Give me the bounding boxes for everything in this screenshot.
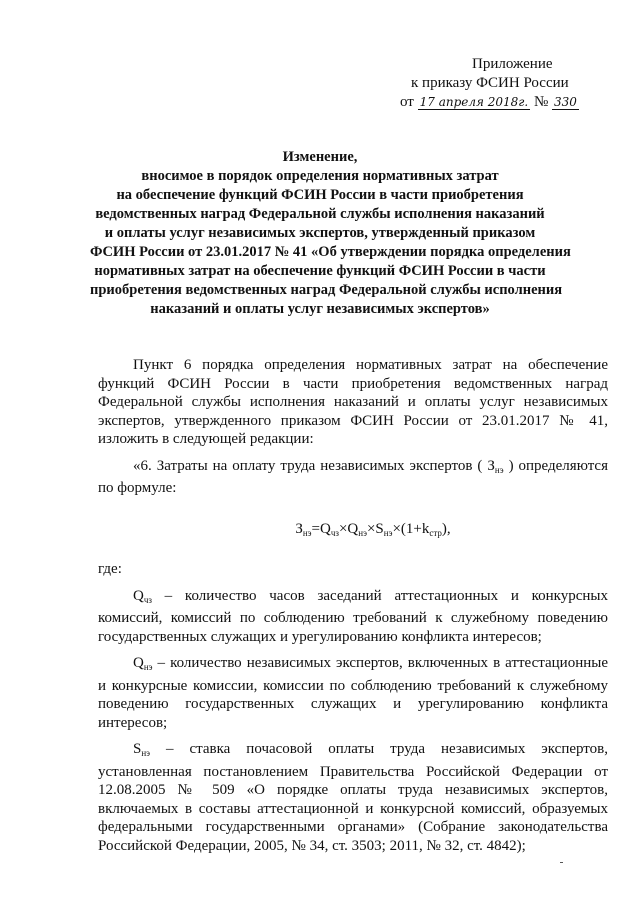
title-line: Изменение, bbox=[282, 149, 358, 165]
document-title bbox=[90, 148, 571, 319]
header-line-order: к приказу ФСИН России bbox=[411, 75, 569, 91]
formula-times: × bbox=[366, 520, 376, 537]
def-symbol-sub: чз bbox=[143, 594, 152, 605]
formula-q2: Q bbox=[347, 520, 359, 537]
handwritten-number: 330 bbox=[554, 95, 577, 109]
title-line: приобретения ведомственных наград Федеральной службы исполнения bbox=[90, 282, 563, 298]
definition-q-chz bbox=[98, 587, 608, 647]
formula-s-sub: нэ bbox=[383, 527, 393, 538]
definition-s-ne bbox=[98, 740, 608, 855]
intro-paragraph: Пункт 6 порядка определения нормативных затрат на обеспечение функций ФСИН России в части приобретения ведомственных наград Федеральной службы исполнения наказаний и оплаты услуг независимых экспертов, утвержденного приказом ФСИН России от 23.01.2017 № 41, изложить в следующей редакции: bbox=[98, 357, 608, 447]
paragraph-6 bbox=[98, 457, 608, 498]
formula-paren-open: (1+ bbox=[400, 520, 422, 537]
def-symbol: S bbox=[133, 741, 142, 757]
formula-times: × bbox=[338, 520, 348, 537]
def-symbol: Q bbox=[133, 655, 144, 671]
number-label: № bbox=[533, 94, 549, 110]
p6-text-after: ) определяются по формуле: bbox=[98, 457, 608, 496]
scan-speck bbox=[560, 862, 563, 863]
title-line: на обеспечение функций ФСИН России в части приобретения bbox=[116, 187, 524, 203]
header-line-date bbox=[400, 93, 600, 112]
def-symbol: Q bbox=[133, 587, 144, 604]
formula-z-sub: нэ bbox=[302, 527, 312, 538]
approval-header bbox=[400, 55, 600, 112]
formula-k: k bbox=[421, 520, 430, 537]
header-line-appendix: Приложение bbox=[472, 56, 553, 72]
from-label: от bbox=[400, 94, 414, 110]
formula-times: × bbox=[392, 520, 401, 537]
where-label: где: bbox=[98, 561, 122, 577]
def-text: – количество независимых экспертов, включенных в аттестационные и конкурсные комиссии, комиссии по соблюдению требований к служебному поведению государственных служащих и урегулированию конфликта интересов; bbox=[98, 655, 608, 731]
scan-speck bbox=[345, 818, 348, 819]
symbol-z: З bbox=[487, 457, 495, 474]
document-body bbox=[98, 356, 608, 863]
title-line: нормативных затрат на обеспечение функций ФСИН России в части bbox=[94, 263, 546, 279]
title-line: ведомственных наград Федеральной службы исполнения наказаний bbox=[95, 206, 545, 222]
formula-z: З bbox=[295, 520, 303, 537]
title-line: вносимое в порядок определения нормативных затрат bbox=[141, 168, 499, 184]
formula-q1-sub: чз bbox=[330, 527, 339, 538]
formula-eq: = bbox=[311, 520, 320, 537]
formula-k-sub: стр bbox=[429, 527, 442, 538]
def-text: – количество часов заседаний аттестационных и конкурсных комиссий, комиссий по соблюдению требований к служебному поведению государственных служащих и урегулированию конфликта интересов; bbox=[98, 587, 608, 645]
formula bbox=[138, 520, 608, 543]
def-symbol-sub: нэ bbox=[143, 662, 153, 672]
definition-q-ne bbox=[98, 654, 608, 732]
title-line: ФСИН России от 23.01.2017 № 41 «Об утверждении порядка определения bbox=[90, 244, 571, 260]
title-line: и оплаты услуг независимых экспертов, утвержденный приказом bbox=[104, 225, 536, 241]
formula-q2-sub: нэ bbox=[358, 527, 367, 538]
formula-s: S bbox=[375, 520, 384, 537]
p6-text-before: «6. Затраты на оплату труда независимых экспертов ( bbox=[133, 457, 483, 474]
symbol-z-sub: нэ bbox=[494, 464, 504, 475]
formula-paren-close: ), bbox=[441, 520, 451, 537]
def-symbol-sub: нэ bbox=[141, 748, 151, 758]
handwritten-date: 17 апреля 2018г. bbox=[419, 95, 529, 109]
formula-q1: Q bbox=[320, 520, 331, 537]
title-line: наказаний и оплаты услуг независимых экспертов» bbox=[150, 301, 490, 317]
def-text: – ставка почасовой оплаты труда независимых экспертов, установленная постановлением Правительства Российской Федерации от 12.08.2005 № 509 «О порядке оплаты труда независимых экспертов, включаемых в составы аттестационной и конкурсной комиссий, образуемых федеральными государственными органами» (Собрание законодательства Российской Федерации, 2005, № 34, ст. 3503; 2011, № 32, ст. 4842); bbox=[98, 741, 608, 854]
